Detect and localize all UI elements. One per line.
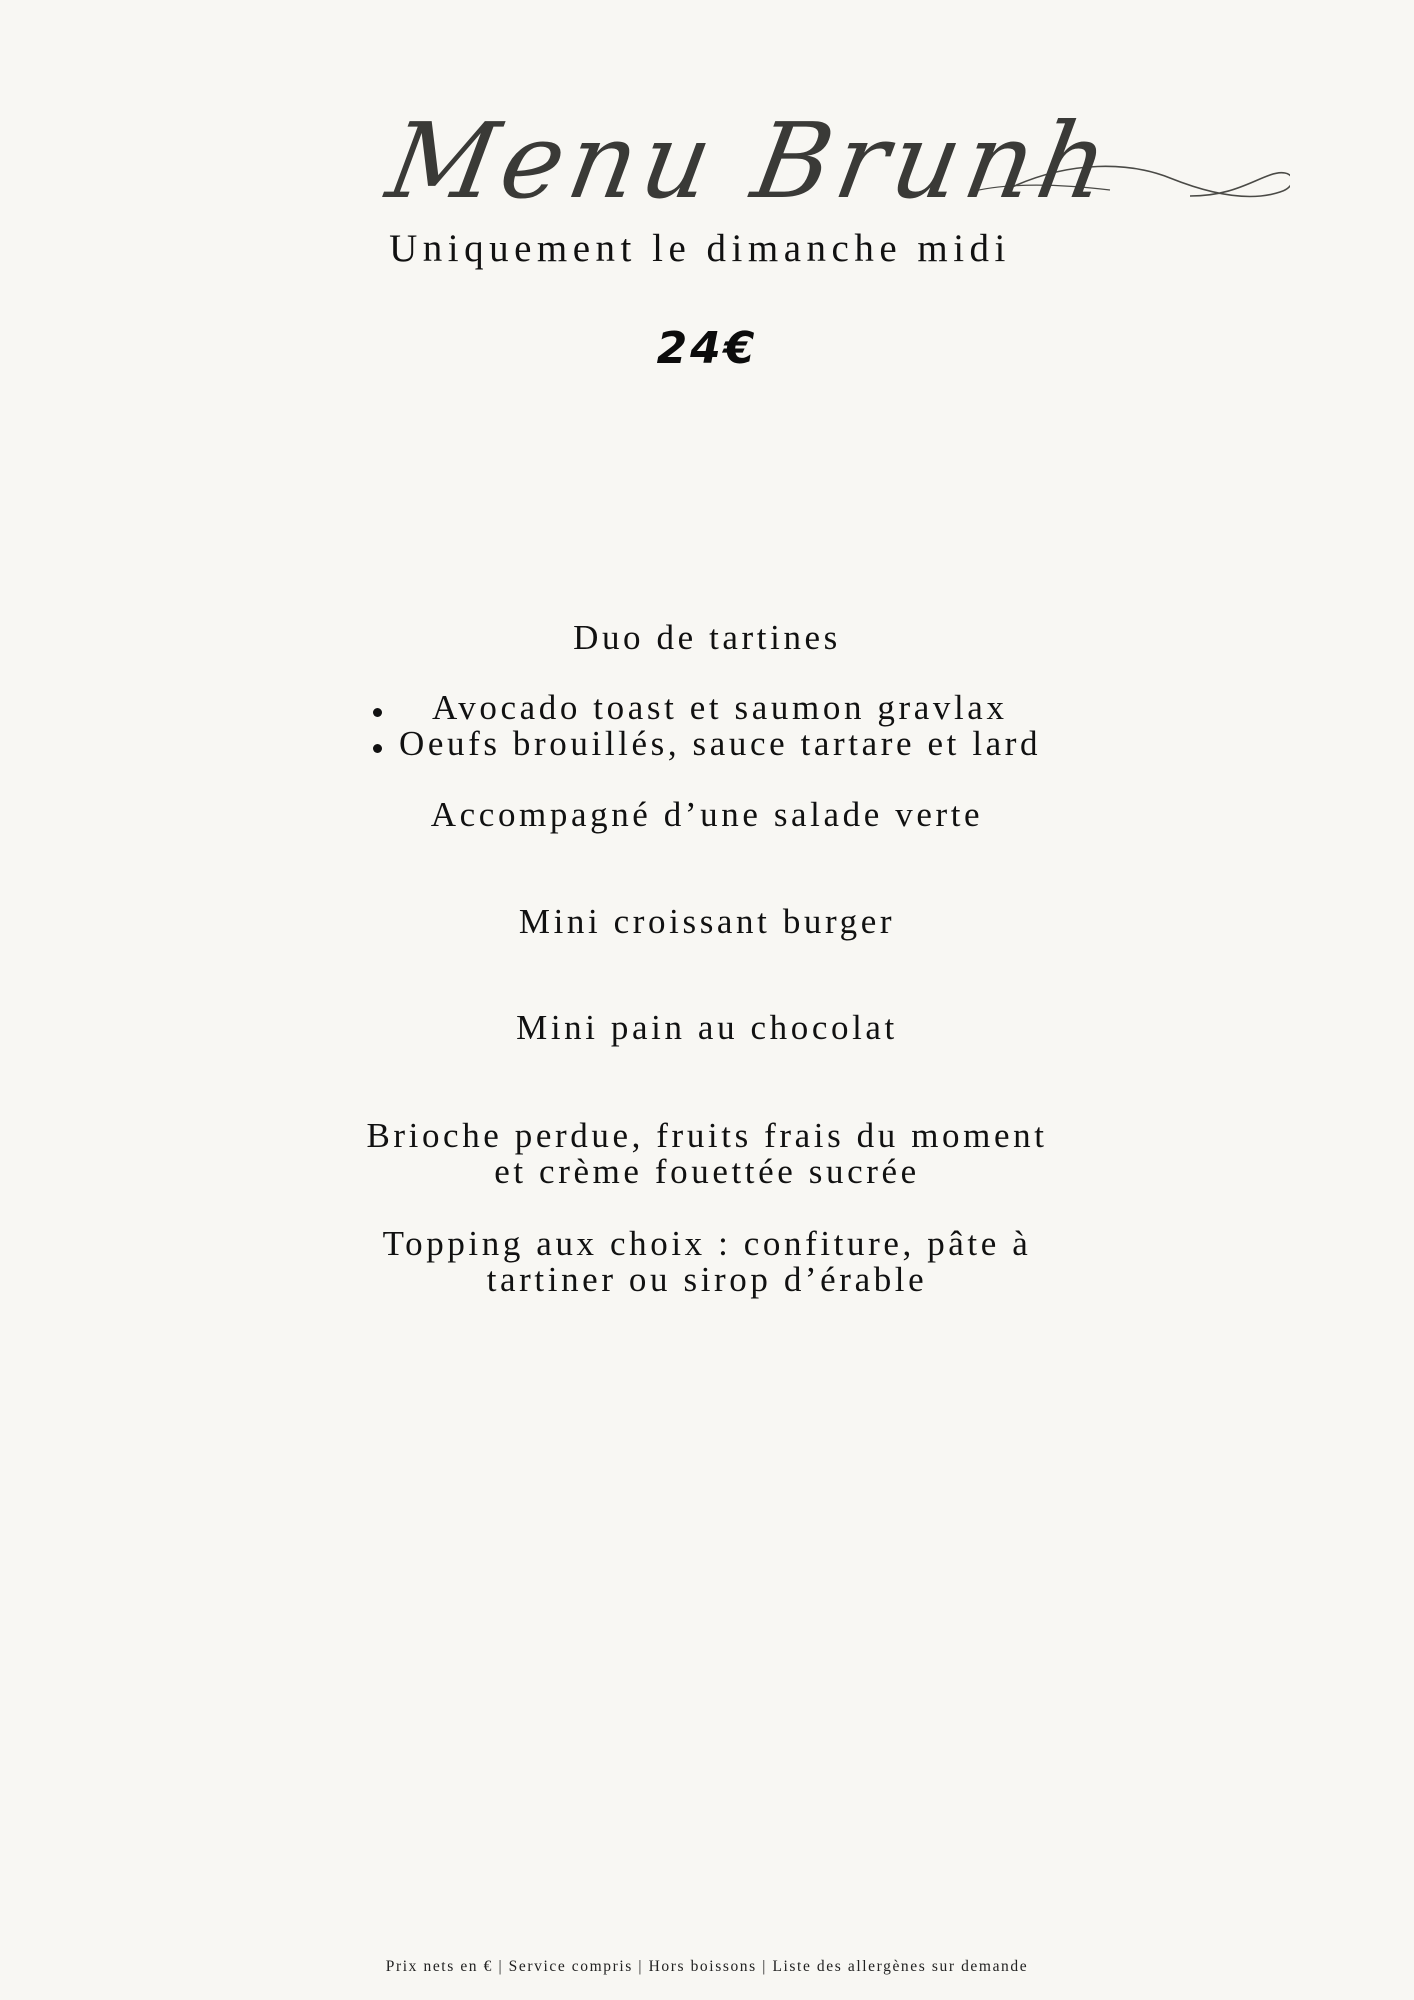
topping-note: Topping aux choix : confiture, pâte à	[382, 1224, 1032, 1263]
bullet-icon	[373, 708, 382, 717]
page-title: Menu Brunh	[379, 100, 1123, 222]
menu-item-continued: et crème fouettée sucrée	[494, 1152, 920, 1191]
footer-note: Prix nets en € | Service compris | Hors boissons | Liste des allergènes sur demande	[385, 1958, 1029, 1975]
menu-item: Mini pain au chocolat	[516, 1008, 898, 1047]
list-item: Oeufs brouillés, sauce tartare et lard	[399, 724, 1041, 764]
topping-note-continued: tartiner ou sirop d’érable	[486, 1260, 928, 1299]
menu-item: Mini croissant burger	[518, 902, 896, 941]
title-block	[370, 100, 1290, 240]
side-dish-note: Accompagné d’une salade verte	[430, 795, 984, 834]
list-item: Avocado toast et saumon gravlax	[432, 688, 1008, 728]
page-subtitle: Uniquement le dimanche midi	[389, 227, 1011, 270]
section-heading: Duo de tartines	[573, 618, 841, 657]
menu-item: Brioche perdue, fruits frais du moment	[366, 1116, 1048, 1155]
menu-price: 24€	[656, 323, 758, 374]
bullet-icon	[373, 744, 382, 753]
